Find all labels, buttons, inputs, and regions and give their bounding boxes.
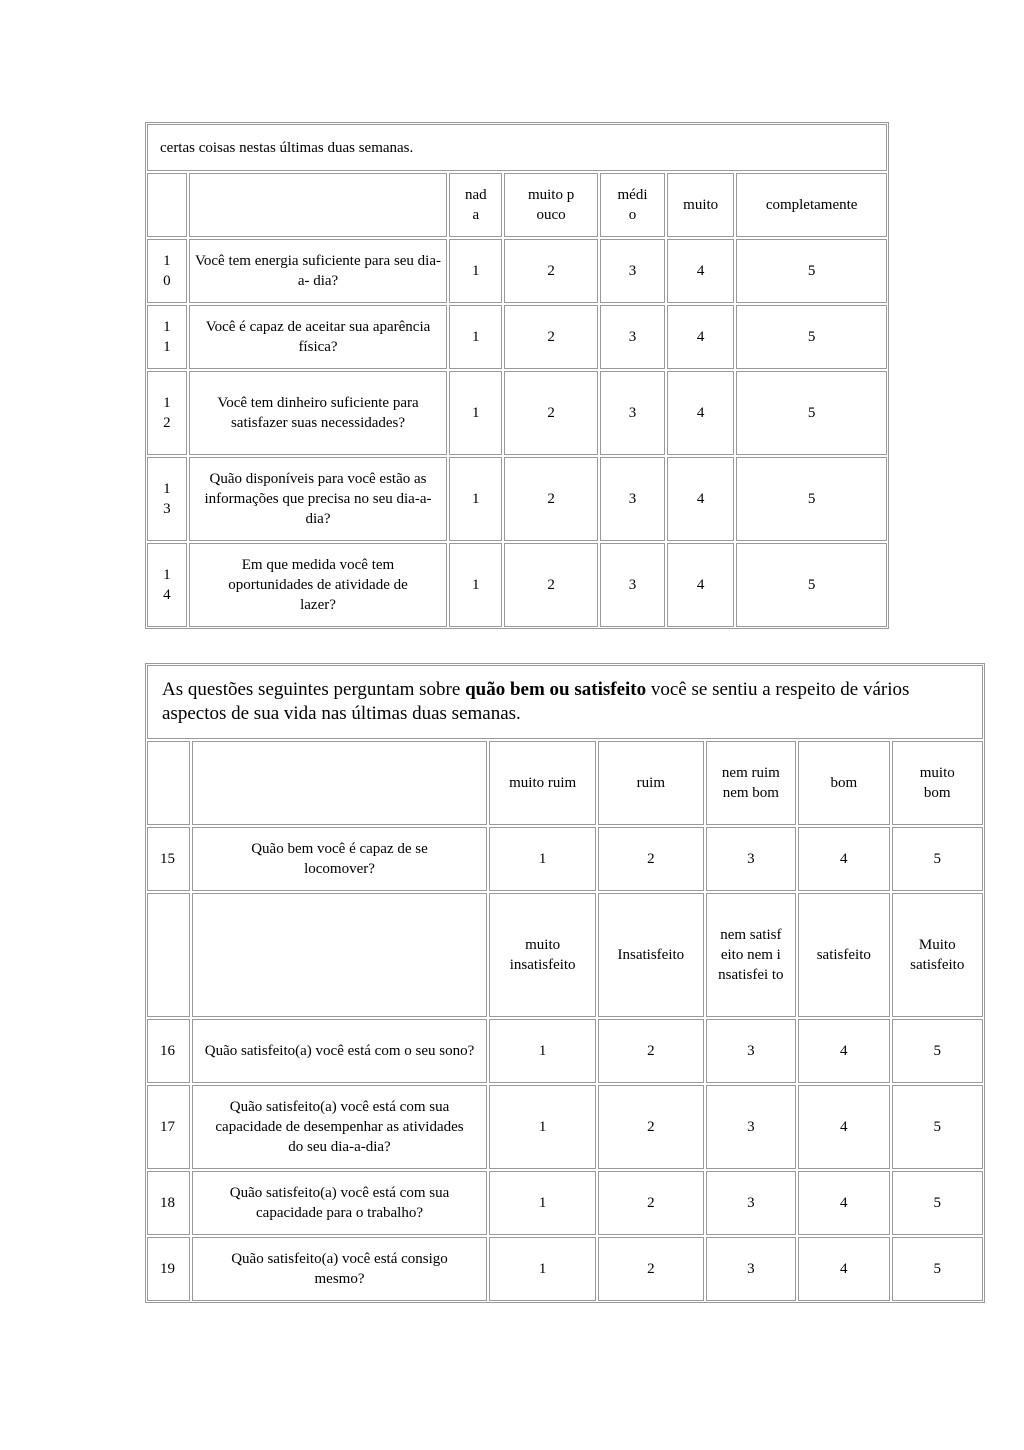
option-cell[interactable]: 1 [449, 543, 502, 627]
table-row [147, 543, 887, 627]
header-cell: bom [798, 741, 889, 825]
option-cell[interactable]: 4 [667, 543, 734, 627]
option-cell[interactable]: 5 [736, 371, 887, 455]
option-cell[interactable]: 4 [667, 457, 734, 541]
question-text: Você tem dinheiro suficiente para satisfazer suas necessidades? [189, 371, 448, 455]
option-cell[interactable]: 3 [706, 827, 796, 891]
question-text: Quão satisfeito(a) você está com o seu sono? [192, 1019, 488, 1083]
table-row [147, 239, 887, 303]
table-intro: certas coisas nestas últimas duas semanas. [147, 124, 887, 171]
question-number: 1 4 [147, 543, 187, 627]
header-cell [600, 173, 665, 237]
option-cell[interactable]: 5 [892, 1085, 983, 1169]
option-cell[interactable]: 4 [798, 1237, 889, 1301]
option-cell[interactable]: 4 [798, 1085, 889, 1169]
header-row [147, 893, 983, 1017]
option-cell[interactable]: 3 [600, 543, 665, 627]
header-cell: satisfeito [798, 893, 889, 1017]
header-cell: Muito satisfeito [892, 893, 983, 1017]
option-cell[interactable]: 5 [892, 1019, 983, 1083]
empty-cell [192, 741, 488, 825]
header-cell: nem ruim nem bom [706, 741, 796, 825]
question-text: Você tem energia suficiente para seu dia-a- dia? [189, 239, 448, 303]
option-cell[interactable]: 1 [449, 371, 502, 455]
option-cell[interactable]: 4 [798, 827, 889, 891]
header-label: médi o [617, 187, 648, 223]
question-number: 19 [147, 1237, 190, 1301]
option-cell[interactable]: 3 [706, 1237, 796, 1301]
option-cell[interactable]: 1 [489, 1171, 596, 1235]
header-cell: nem satisfeito nem insatisfei to [706, 893, 796, 1017]
option-cell[interactable]: 5 [892, 827, 983, 891]
question-text: Quão disponíveis para você estão as informações que precisa no seu dia-a-dia? [189, 457, 448, 541]
option-cell[interactable]: 3 [706, 1171, 796, 1235]
intro-emphasis: quão bem ou satisfeito [465, 679, 647, 700]
option-cell[interactable]: 1 [489, 827, 596, 891]
option-cell[interactable]: 1 [489, 1019, 596, 1083]
option-cell[interactable]: 5 [892, 1237, 983, 1301]
option-cell[interactable]: 1 [449, 457, 502, 541]
option-cell[interactable]: 5 [736, 543, 887, 627]
table-row [147, 1019, 983, 1083]
option-cell[interactable]: 2 [598, 1171, 704, 1235]
table-row [147, 371, 887, 455]
option-cell[interactable]: 5 [736, 305, 887, 369]
header-cell: completamente [736, 173, 887, 237]
option-cell[interactable]: 1 [449, 239, 502, 303]
header-row [147, 741, 983, 825]
option-cell[interactable]: 2 [504, 543, 598, 627]
option-cell[interactable]: 2 [504, 371, 598, 455]
option-cell[interactable]: 4 [798, 1171, 889, 1235]
option-cell[interactable]: 3 [600, 371, 665, 455]
option-cell[interactable]: 2 [504, 239, 598, 303]
option-cell[interactable]: 2 [504, 305, 598, 369]
question-text: Quão satisfeito(a) você está com sua capacidade de desempenhar as atividades do seu dia-a-dia? [192, 1085, 488, 1169]
option-cell[interactable]: 3 [600, 305, 665, 369]
option-cell[interactable]: 2 [598, 827, 704, 891]
header-cell [449, 173, 502, 237]
option-cell[interactable]: 1 [489, 1237, 596, 1301]
option-cell[interactable]: 4 [667, 305, 734, 369]
option-cell[interactable]: 3 [600, 239, 665, 303]
question-number: 1 3 [147, 457, 187, 541]
questionnaire-table-2 [145, 663, 985, 1303]
option-cell[interactable]: 1 [449, 305, 502, 369]
questionnaire-table-1 [145, 122, 889, 629]
header-cell: ruim [598, 741, 704, 825]
question-number: 15 [147, 827, 190, 891]
table-row [147, 827, 983, 891]
option-cell[interactable]: 3 [600, 457, 665, 541]
question-number: 16 [147, 1019, 190, 1083]
header-cell: Insatisfeito [598, 893, 704, 1017]
empty-cell [147, 173, 187, 237]
table-row [147, 1171, 983, 1235]
header-cell: muito [667, 173, 734, 237]
table-row [147, 1085, 983, 1169]
header-label: muito pouco [527, 187, 575, 223]
option-cell[interactable]: 5 [892, 1171, 983, 1235]
question-text: Quão satisfeito(a) você está consigo mesmo? [192, 1237, 488, 1301]
option-cell[interactable]: 2 [598, 1085, 704, 1169]
empty-cell [147, 893, 190, 1017]
table-row [147, 457, 887, 541]
question-number: 17 [147, 1085, 190, 1169]
table-intro: As questões seguintes perguntam sobre quão bem ou satisfeito você se sentiu a respeito de vários aspectos de sua vida nas últimas duas semanas. [147, 665, 983, 739]
question-text: Quão bem você é capaz de se locomover? [192, 827, 488, 891]
header-cell [504, 173, 598, 237]
option-cell[interactable]: 5 [736, 457, 887, 541]
empty-cell [147, 741, 190, 825]
option-cell[interactable]: 2 [504, 457, 598, 541]
option-cell[interactable]: 4 [667, 371, 734, 455]
option-cell[interactable]: 3 [706, 1019, 796, 1083]
question-number: 1 0 [147, 239, 187, 303]
table-row [147, 1237, 983, 1301]
option-cell[interactable]: 2 [598, 1237, 704, 1301]
question-text: Quão satisfeito(a) você está com sua capacidade para o trabalho? [192, 1171, 488, 1235]
option-cell[interactable]: 4 [798, 1019, 889, 1083]
header-cell: muito bom [892, 741, 983, 825]
question-number: 1 2 [147, 371, 187, 455]
empty-cell [192, 893, 488, 1017]
empty-cell [189, 173, 448, 237]
question-text: Em que medida você tem oportunidades de atividade de lazer? [189, 543, 448, 627]
question-number: 1 1 [147, 305, 187, 369]
question-text: Você é capaz de aceitar sua aparência física? [189, 305, 448, 369]
header-cell: muito insatisfeito [489, 893, 596, 1017]
question-number: 18 [147, 1171, 190, 1235]
table-row [147, 305, 887, 369]
option-cell[interactable]: 4 [667, 239, 734, 303]
header-label: nad a [464, 187, 487, 223]
option-cell[interactable]: 3 [706, 1085, 796, 1169]
header-cell: muito ruim [489, 741, 596, 825]
option-cell[interactable]: 1 [489, 1085, 596, 1169]
option-cell[interactable]: 2 [598, 1019, 704, 1083]
option-cell[interactable]: 5 [736, 239, 887, 303]
header-row [147, 173, 887, 237]
